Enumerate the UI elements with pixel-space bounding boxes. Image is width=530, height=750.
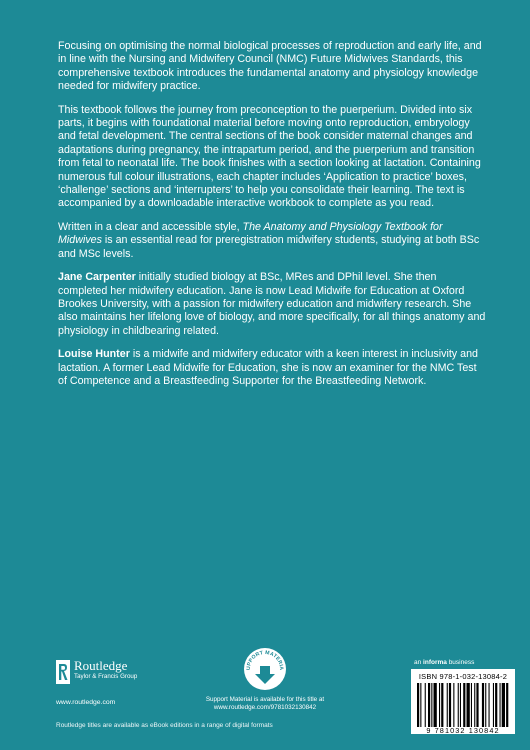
barcode-bar (434, 683, 437, 727)
barcode-bar (506, 683, 508, 727)
isbn-text: ISBN 978-1-032-13084-2 (418, 672, 508, 681)
barcode-bar (420, 683, 421, 727)
barcode-bar (495, 683, 497, 727)
barcode-bar (467, 683, 470, 727)
author-bio-1 (58, 271, 488, 338)
barcode-bar (449, 683, 451, 727)
author-bio-2 (58, 348, 488, 388)
blurb-p3-end: is an essential read for preregistration midwifery students, studying at both BSc and MSc levels. (58, 234, 480, 260)
author-bio-text-2: is a midwife and midwifery educator with a keen interest in inclusivity and lactation. A former Lead Midwife for Education, she is now an examiner for the NMC Test of Competence and a Breastfeeding Supporter for the Breastfeeding Network. (58, 348, 478, 387)
barcode-bar (460, 683, 461, 727)
informa-brand: informa (423, 659, 447, 666)
barcode-bar (500, 683, 501, 727)
informa-tagline: an informa business (414, 659, 475, 666)
author-name-1: Jane Carpenter (58, 271, 136, 284)
barcode-digits: 9 781032 130842 (426, 726, 500, 735)
back-cover-blurb (58, 40, 488, 398)
barcode-bar (471, 683, 472, 727)
blurb-paragraph-3 (58, 221, 488, 261)
routledge-r-icon (56, 660, 70, 684)
book-title: The Anatomy and Physiology Textbook for Midwives (58, 220, 443, 247)
barcode-bar (489, 683, 490, 727)
barcode-bar (474, 683, 475, 727)
barcode-box (411, 669, 515, 734)
barcode-bar (441, 683, 443, 727)
barcode-bar (458, 683, 459, 727)
publisher-website[interactable]: www.routledge.com (56, 699, 116, 706)
support-link[interactable]: www.routledge.com/9781032130842 (213, 704, 317, 711)
barcode-bar (476, 683, 478, 727)
barcode-bar (485, 683, 486, 727)
barcode-bar (502, 683, 505, 727)
barcode-bar (439, 683, 440, 727)
barcode-icon (415, 683, 511, 727)
cover-footer (0, 627, 530, 750)
barcode-bar (482, 683, 484, 727)
routledge-logo (56, 659, 137, 684)
barcode-bar (447, 683, 448, 727)
support-badge-label: UPPORT MATERIA (245, 649, 285, 671)
ebook-note: Routledge titles are available as eBook editions in a range of digital formats (56, 722, 273, 729)
barcode-bar (453, 683, 454, 727)
barcode-bar (428, 683, 430, 727)
support-material (190, 647, 340, 712)
barcode-bar (493, 683, 494, 727)
support-line-1: Support Material is available for this title at (205, 696, 325, 703)
blurb-p3-start: Written in a clear and accessible style, (58, 220, 243, 233)
blurb-paragraph-2: This textbook follows the journey from preconception to the puerperium. Divided into six parts, it begins with foundational material before moving onto reproduction, embryology and fetal development. The central sections of the book consider maternal changes and adaptations during pregnancy, the intrapartum period, and the puerperium and transition from fetal to neonatal life. The book finishes with a section looking at lactation. Containing numerous full colour illustrations, each chapter includes ‘Application to practice’ boxes, ‘challenge’ sections and ‘interrupters’ to help you consolidate their learning. The text is accompanied by a downloadable interactive workbook to complete as you read. (58, 103, 481, 210)
barcode-bar (431, 683, 432, 727)
author-bio-text-1: initially studied biology at BSc, MRes and DPhil level. She then completed her midwifery education. Jane is now Lead Midwife for Education at Oxford Brookes University, with a passion for midwifery education and midwifery research. She also maintains her lifelong love of biology, and more specifically, for all things anatomy and physiology in childbearing related. (58, 271, 486, 337)
barcode-bar (463, 683, 465, 727)
barcode-bar (425, 683, 426, 727)
blurb-paragraph-1: Focusing on optimising the normal biological processes of reproduction and early life, and in line with the Nursing and Midwifery Council (NMC) Future Midwives Standards, this comprehensive textbook introduces the fundamental anatomy and physiology knowledge needed for midwifery practice. (58, 40, 482, 93)
support-material-download-icon (243, 647, 287, 691)
author-name-2: Louise Hunter (58, 348, 130, 361)
publisher-group: Taylor & Francis Group (74, 673, 138, 680)
barcode-bar (417, 683, 419, 727)
publisher-name: Routledge (74, 658, 128, 673)
